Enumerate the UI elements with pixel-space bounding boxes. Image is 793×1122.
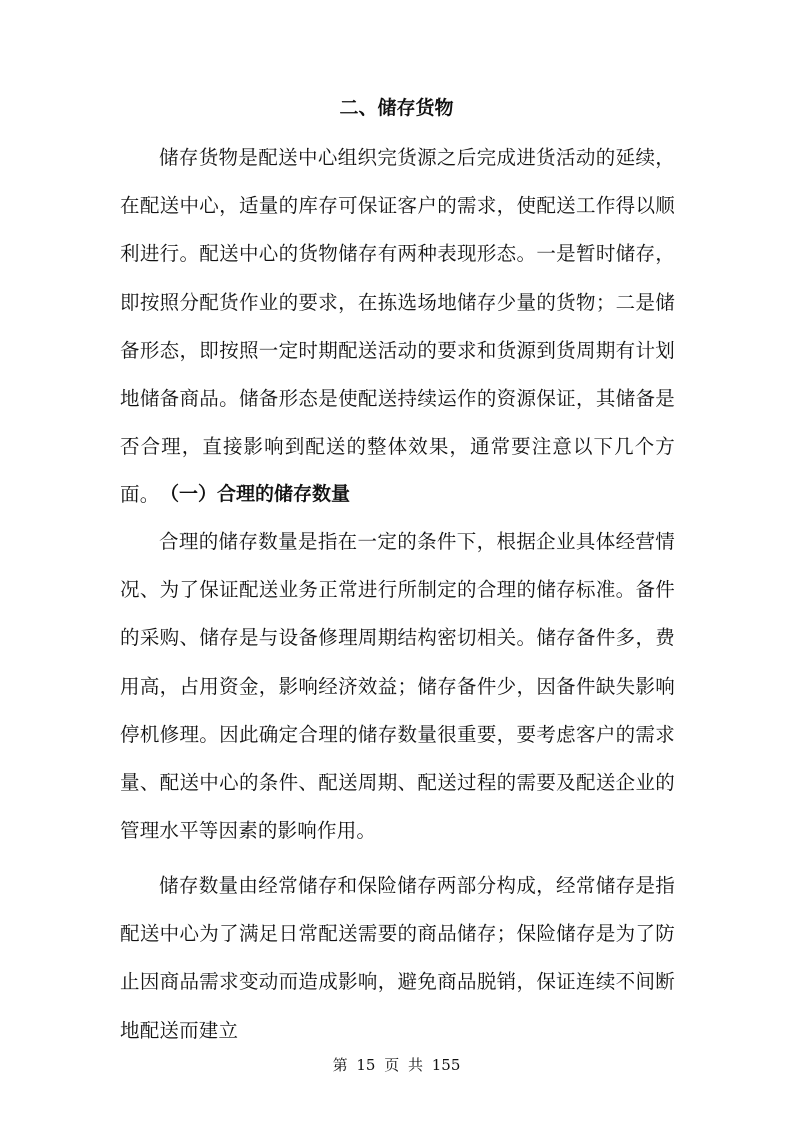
subheading-reasonable-storage-quantity: （一）合理的储存数量 [160,483,351,505]
paragraph-intro: 储存货物是配送中心组织完货源之后完成进货活动的延续，在配送中心，适量的库存可保证客户的需求，使配送工作得以顺利进行。配送中心的货物储存有两种表现形态。一是暂时储存，即按照分配货作业的要求，在拣选场地储存少量的货物；二是储备形态，即按照一定时期配送活动的要求和货源到货周期有计划地储备商品。储备形态是使配送持续运作的资源保证，其储备是否合理，直接影响到配送的整体效果，通常要注意以下几个方面。 [120,146,675,507]
page-number-footer: 第 15 页 共 155 [332,1056,461,1074]
paragraph-storage-composition: 储存数量由经常储存和保险储存两部分构成，经常储存是指配送中心为了满足日常配送需要的商品储存；保险储存是为了防止因商品需求变动而造成影响，避免商品脱销，保证连续不间断地配送而建立 [120,874,675,1042]
paragraph-reasonable-quantity: 合理的储存数量是指在一定的条件下，根据企业具体经营情况、为了保证配送业务正常进行所制定的合理的储存标准。备件的采购、储存是与设备修理周期结构密切相关。储存备件多，费用高，占用资金，影响经济效益；储存备件少，因备件缺失影响停机修理。因此确定合理的储存数量很重要，要考虑客户的需求量、配送中心的条件、配送周期、配送过程的需要及配送企业的管理水平等因素的影响作用。 [120,530,675,843]
section-title: 二、储存货物 [339,97,454,119]
